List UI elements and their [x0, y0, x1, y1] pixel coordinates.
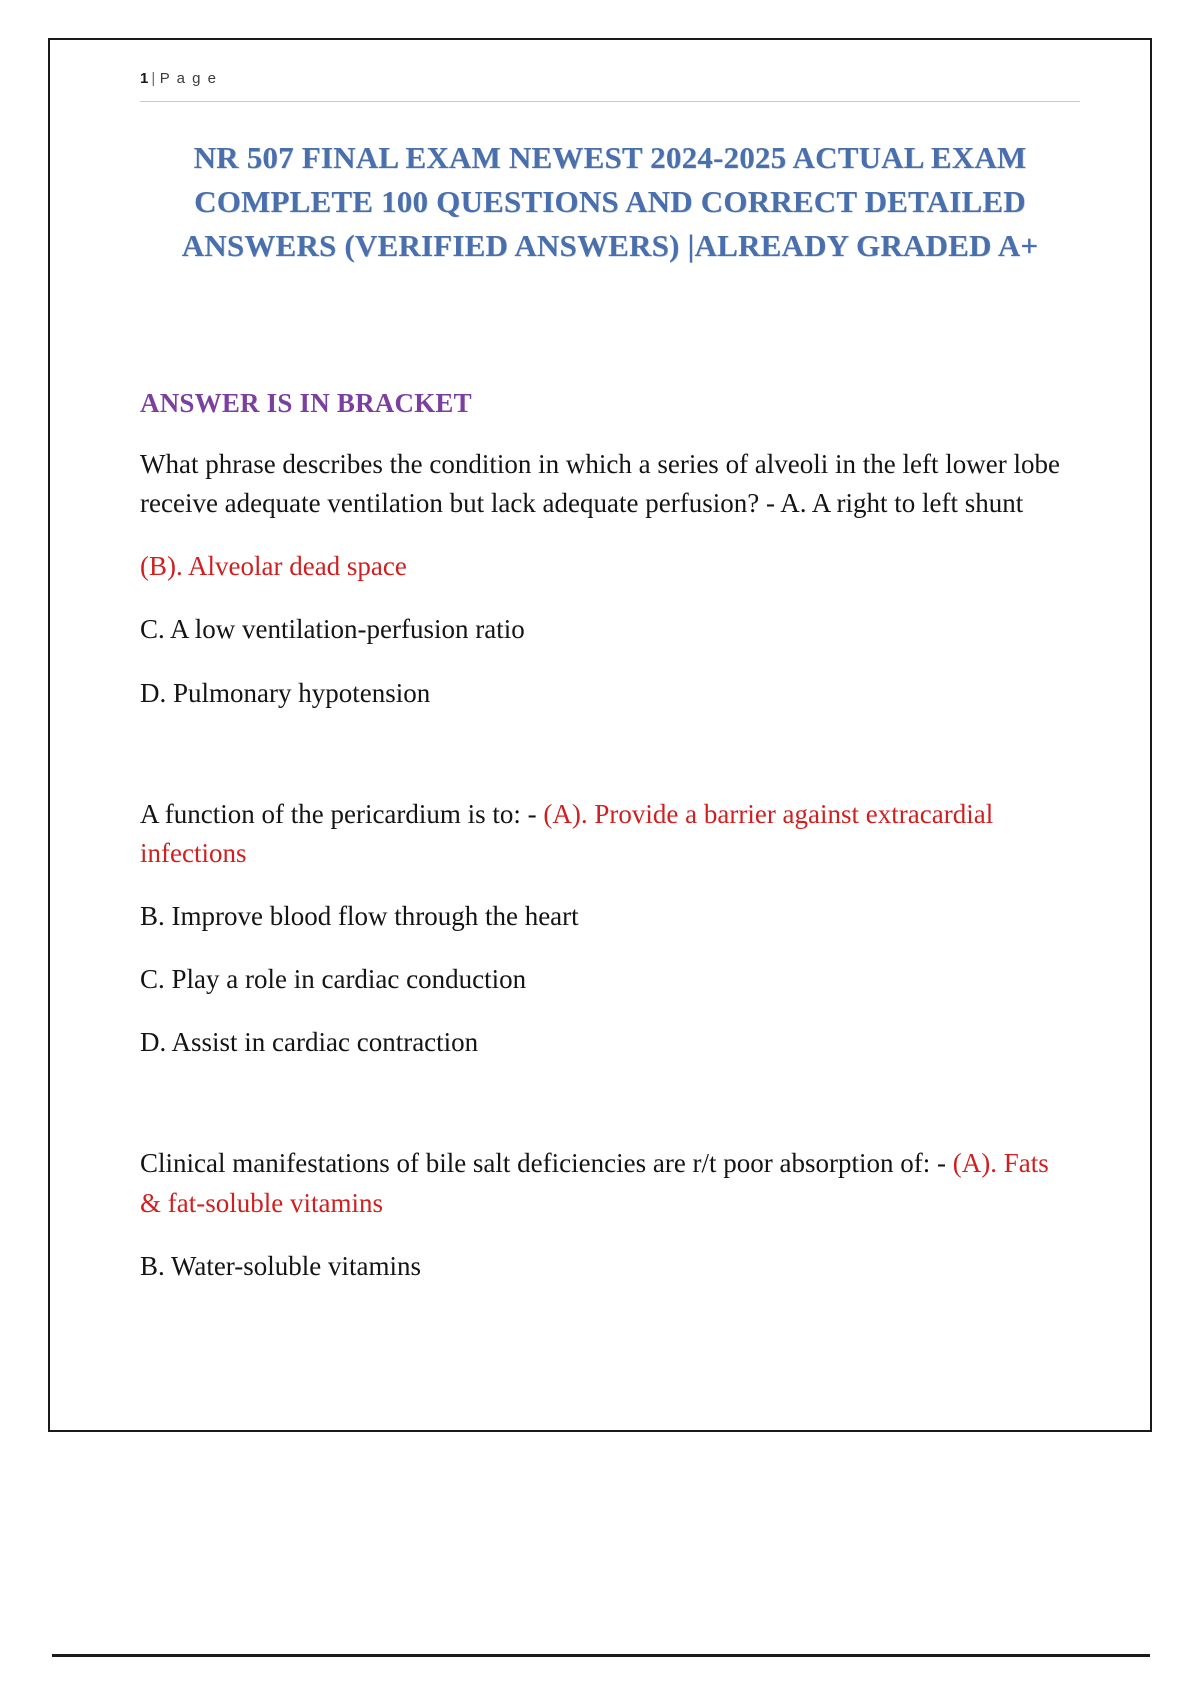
answer-note: ANSWER IS IN BRACKET	[140, 388, 472, 419]
option-c: C. A low ventilation-perfusion ratio	[140, 614, 525, 645]
title-spacer	[140, 268, 1080, 388]
page-header-separator: |	[151, 70, 157, 87]
page-header	[140, 70, 1080, 102]
block-gap-1	[140, 739, 1080, 795]
page-header-label: P a g e	[159, 70, 218, 87]
option-answer: (B). Alveolar dead space	[140, 551, 407, 582]
question-prompt	[140, 795, 1070, 873]
question-prompt-answer: (A). Fats & fat-soluble vitamins	[140, 1148, 1049, 1218]
question-block-2	[140, 795, 1080, 1063]
option-b: B. Improve blood flow through the heart	[140, 901, 579, 932]
bottom-divider	[52, 1654, 1150, 1657]
page-title: NR 507 FINAL EXAM NEWEST 2024-2025 ACTUAL EXAM COMPLETE 100 QUESTIONS AND CORRECT DETAILED ANSWERS (VERIFIED ANSWERS) |ALREADY GRADED A+	[181, 140, 1039, 264]
question-prompt	[140, 1144, 1070, 1222]
document-page	[48, 38, 1152, 1432]
question-block-1	[140, 445, 1080, 713]
option-d: D. Assist in cardiac contraction	[140, 1027, 479, 1058]
option-d: D. Pulmonary hypotension	[140, 677, 431, 708]
question-prompt-lead: Clinical manifestations of bile salt deficiencies are r/t poor absorption of: -	[140, 1148, 953, 1179]
question-prompt-answer: (A). Provide a barrier against extracardial infections	[140, 798, 994, 868]
option-b: B. Water-soluble vitamins	[140, 1250, 421, 1281]
question-prompt: What phrase describes the condition in which a series of alveoli in the left lower lobe receive adequate ventilation but lack adequate perfusion? - A. A right to left shunt	[140, 449, 1060, 519]
option-c: C. Play a role in cardiac conduction	[140, 964, 527, 995]
page-content	[50, 40, 1150, 1430]
page-number: 1	[140, 70, 149, 87]
question-block-3	[140, 1144, 1080, 1285]
question-prompt-lead: A function of the pericardium is to: -	[140, 798, 544, 829]
block-gap-2	[140, 1088, 1080, 1144]
